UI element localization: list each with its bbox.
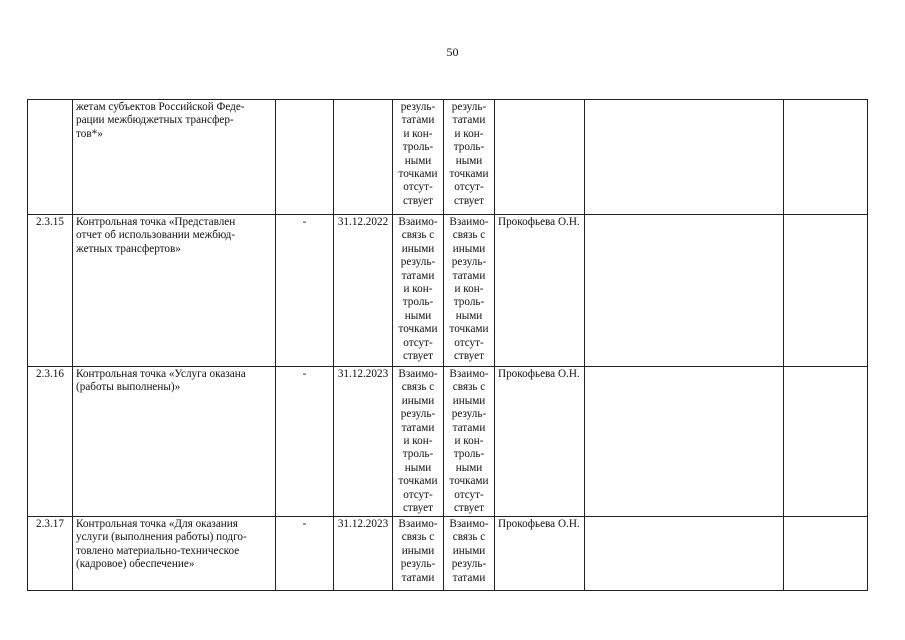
relation-cell-1-line: отсут- [403, 181, 433, 194]
empty-cell [585, 517, 784, 591]
due-date: 31.12.2022 [334, 215, 393, 367]
relation-cell-2 [444, 367, 495, 517]
relation-cell-2-line: связь с [452, 381, 486, 394]
relation-cell-2-line: и кон- [454, 435, 484, 448]
row-number [28, 100, 73, 215]
control-point-name-line: товлено материально-техническое [76, 544, 240, 557]
relation-cell-1-line: иными [401, 394, 435, 407]
relation-cell-1-line: иными [401, 544, 435, 557]
due-date: 31.12.2023 [334, 517, 393, 591]
due-date: 31.12.2023 [334, 367, 393, 517]
relation-cell-1-line: связь с [401, 381, 435, 394]
responsible-person: Прокофьева О.Н. [495, 517, 585, 591]
relation-cell-1 [393, 100, 444, 215]
relation-cell-2-line: ными [455, 309, 483, 322]
control-point-name-line: жетам субъектов Российской Феде- [76, 101, 245, 113]
relation-cell-2-line: иными [452, 242, 486, 255]
relation-cell-1-line: татами [401, 114, 435, 127]
relation-cell-2-line: точками [449, 323, 489, 336]
relation-cell-1-line: отсут- [403, 336, 433, 349]
relation-cell-1-line: татами [401, 269, 435, 282]
empty-cell [784, 517, 868, 591]
relation-cell-2-line: троль- [453, 141, 485, 154]
relation-cell-1-line: ствует [402, 502, 434, 515]
table-row [28, 367, 868, 517]
relation-cell-2-line: татами [452, 114, 486, 127]
relation-cell-1-line: ствует [402, 350, 434, 363]
relation-cell-2-line: связь с [452, 531, 486, 544]
relation-cell-1-line: троль- [402, 448, 434, 461]
relation-cell-2-line: резуль- [451, 408, 487, 421]
table-row [28, 215, 868, 367]
relation-cell-2-line: иными [452, 394, 486, 407]
row-number: 2.3.15 [28, 215, 73, 367]
empty-cell [585, 367, 784, 517]
control-point-name-line: отчет об использовании межбюд- [76, 229, 236, 242]
relation-cell-2-line: троль- [453, 296, 485, 309]
relation-cell-2-line: троль- [453, 448, 485, 461]
relation-cell-2-line: ствует [453, 350, 485, 363]
relation-cell-1-line: и кон- [403, 435, 433, 448]
relation-cell-2-line: связь с [452, 229, 486, 242]
relation-cell-2-line: татами [452, 269, 486, 282]
relation-cell-1-line: точками [398, 475, 438, 488]
base-value: - [276, 367, 334, 517]
relation-cell-1 [393, 215, 444, 367]
relation-cell-1-line: ствует [402, 194, 434, 207]
relation-cell-1-line: и кон- [403, 283, 433, 296]
base-value: - [276, 215, 334, 367]
relation-cell-1-line: резуль- [400, 101, 436, 113]
relation-cell-2-line: резуль- [451, 101, 487, 113]
relation-cell-1-line: и кон- [403, 127, 433, 140]
relation-cell-1 [393, 517, 444, 591]
relation-cell-2-line: ными [455, 154, 483, 167]
responsible-person [495, 100, 585, 215]
relation-cell-2-line: татами [452, 421, 486, 434]
relation-cell-2-line: резуль- [451, 558, 487, 571]
relation-cell-1-line: точками [398, 323, 438, 336]
control-point-name-line: (кадровое) обеспечение» [76, 558, 195, 571]
relation-cell-1-line: иными [401, 242, 435, 255]
due-date [334, 100, 393, 215]
page-number: 50 [446, 45, 459, 59]
relation-cell-2-line: Взаимо- [449, 368, 489, 380]
relation-cell-2 [444, 100, 495, 215]
relation-cell-1-line: Взаимо- [398, 216, 438, 228]
relation-cell-2-line: отсут- [454, 336, 484, 349]
relation-cell-2-line: Взаимо- [449, 518, 489, 530]
relation-cell-1-line: связь с [401, 229, 435, 242]
relation-cell-1-line: татами [401, 571, 435, 584]
row-number: 2.3.16 [28, 367, 73, 517]
control-point-name-line: (работы выполнены)» [76, 381, 181, 394]
relation-cell-2-line: точками [449, 475, 489, 488]
relation-cell-2 [444, 215, 495, 367]
relation-cell-1-line: троль- [402, 141, 434, 154]
relation-cell-2-line: иными [452, 544, 486, 557]
relation-cell-1-line: связь с [401, 531, 435, 544]
relation-cell-2-line: точками [449, 168, 489, 181]
control-point-name [73, 215, 276, 367]
relation-cell-1 [393, 367, 444, 517]
table-row [28, 100, 868, 215]
base-value: - [276, 517, 334, 591]
relation-cell-2-line: ствует [453, 502, 485, 515]
relation-cell-2-line: отсут- [454, 488, 484, 501]
control-point-name-line: Контрольная точка «Представлен [76, 216, 236, 228]
control-point-name-line: Контрольная точка «Услуга оказана [76, 368, 246, 380]
relation-cell-1-line: татами [401, 421, 435, 434]
relation-cell-2-line: ными [455, 461, 483, 474]
relation-cell-2-line: ствует [453, 194, 485, 207]
relation-cell-2-line: и кон- [454, 127, 484, 140]
relation-cell-1-line: резуль- [400, 256, 436, 269]
control-point-name [73, 517, 276, 591]
relation-cell-1-line: ными [404, 309, 432, 322]
relation-cell-2-line: и кон- [454, 283, 484, 296]
control-point-name-line: тов*» [76, 127, 103, 140]
relation-cell-2 [444, 517, 495, 591]
control-points-table [27, 99, 868, 591]
relation-cell-1-line: ными [404, 154, 432, 167]
responsible-person: Прокофьева О.Н. [495, 367, 585, 517]
table-row [28, 517, 868, 591]
control-point-name [73, 100, 276, 215]
relation-cell-1-line: ными [404, 461, 432, 474]
relation-cell-2-line: татами [452, 571, 486, 584]
relation-cell-2-line: Взаимо- [449, 216, 489, 228]
base-value [276, 100, 334, 215]
control-point-name-line: услуги (выполнения работы) подго- [76, 531, 247, 544]
relation-cell-1-line: резуль- [400, 558, 436, 571]
empty-cell [585, 100, 784, 215]
empty-cell [784, 215, 868, 367]
relation-cell-1-line: резуль- [400, 408, 436, 421]
responsible-person: Прокофьева О.Н. [495, 215, 585, 367]
relation-cell-1-line: Взаимо- [398, 518, 438, 530]
empty-cell [585, 215, 784, 367]
control-point-name-line: жетных трансфертов» [76, 242, 181, 255]
relation-cell-1-line: Взаимо- [398, 368, 438, 380]
relation-cell-1-line: отсут- [403, 488, 433, 501]
empty-cell [784, 367, 868, 517]
empty-cell [784, 100, 868, 215]
relation-cell-2-line: отсут- [454, 181, 484, 194]
relation-cell-1-line: троль- [402, 296, 434, 309]
control-point-name-line: рации межбюджетных трансфер- [76, 114, 234, 127]
row-number: 2.3.17 [28, 517, 73, 591]
relation-cell-1-line: точками [398, 168, 438, 181]
relation-cell-2-line: резуль- [451, 256, 487, 269]
control-point-name [73, 367, 276, 517]
control-point-name-line: Контрольная точка «Для оказания [76, 518, 238, 530]
